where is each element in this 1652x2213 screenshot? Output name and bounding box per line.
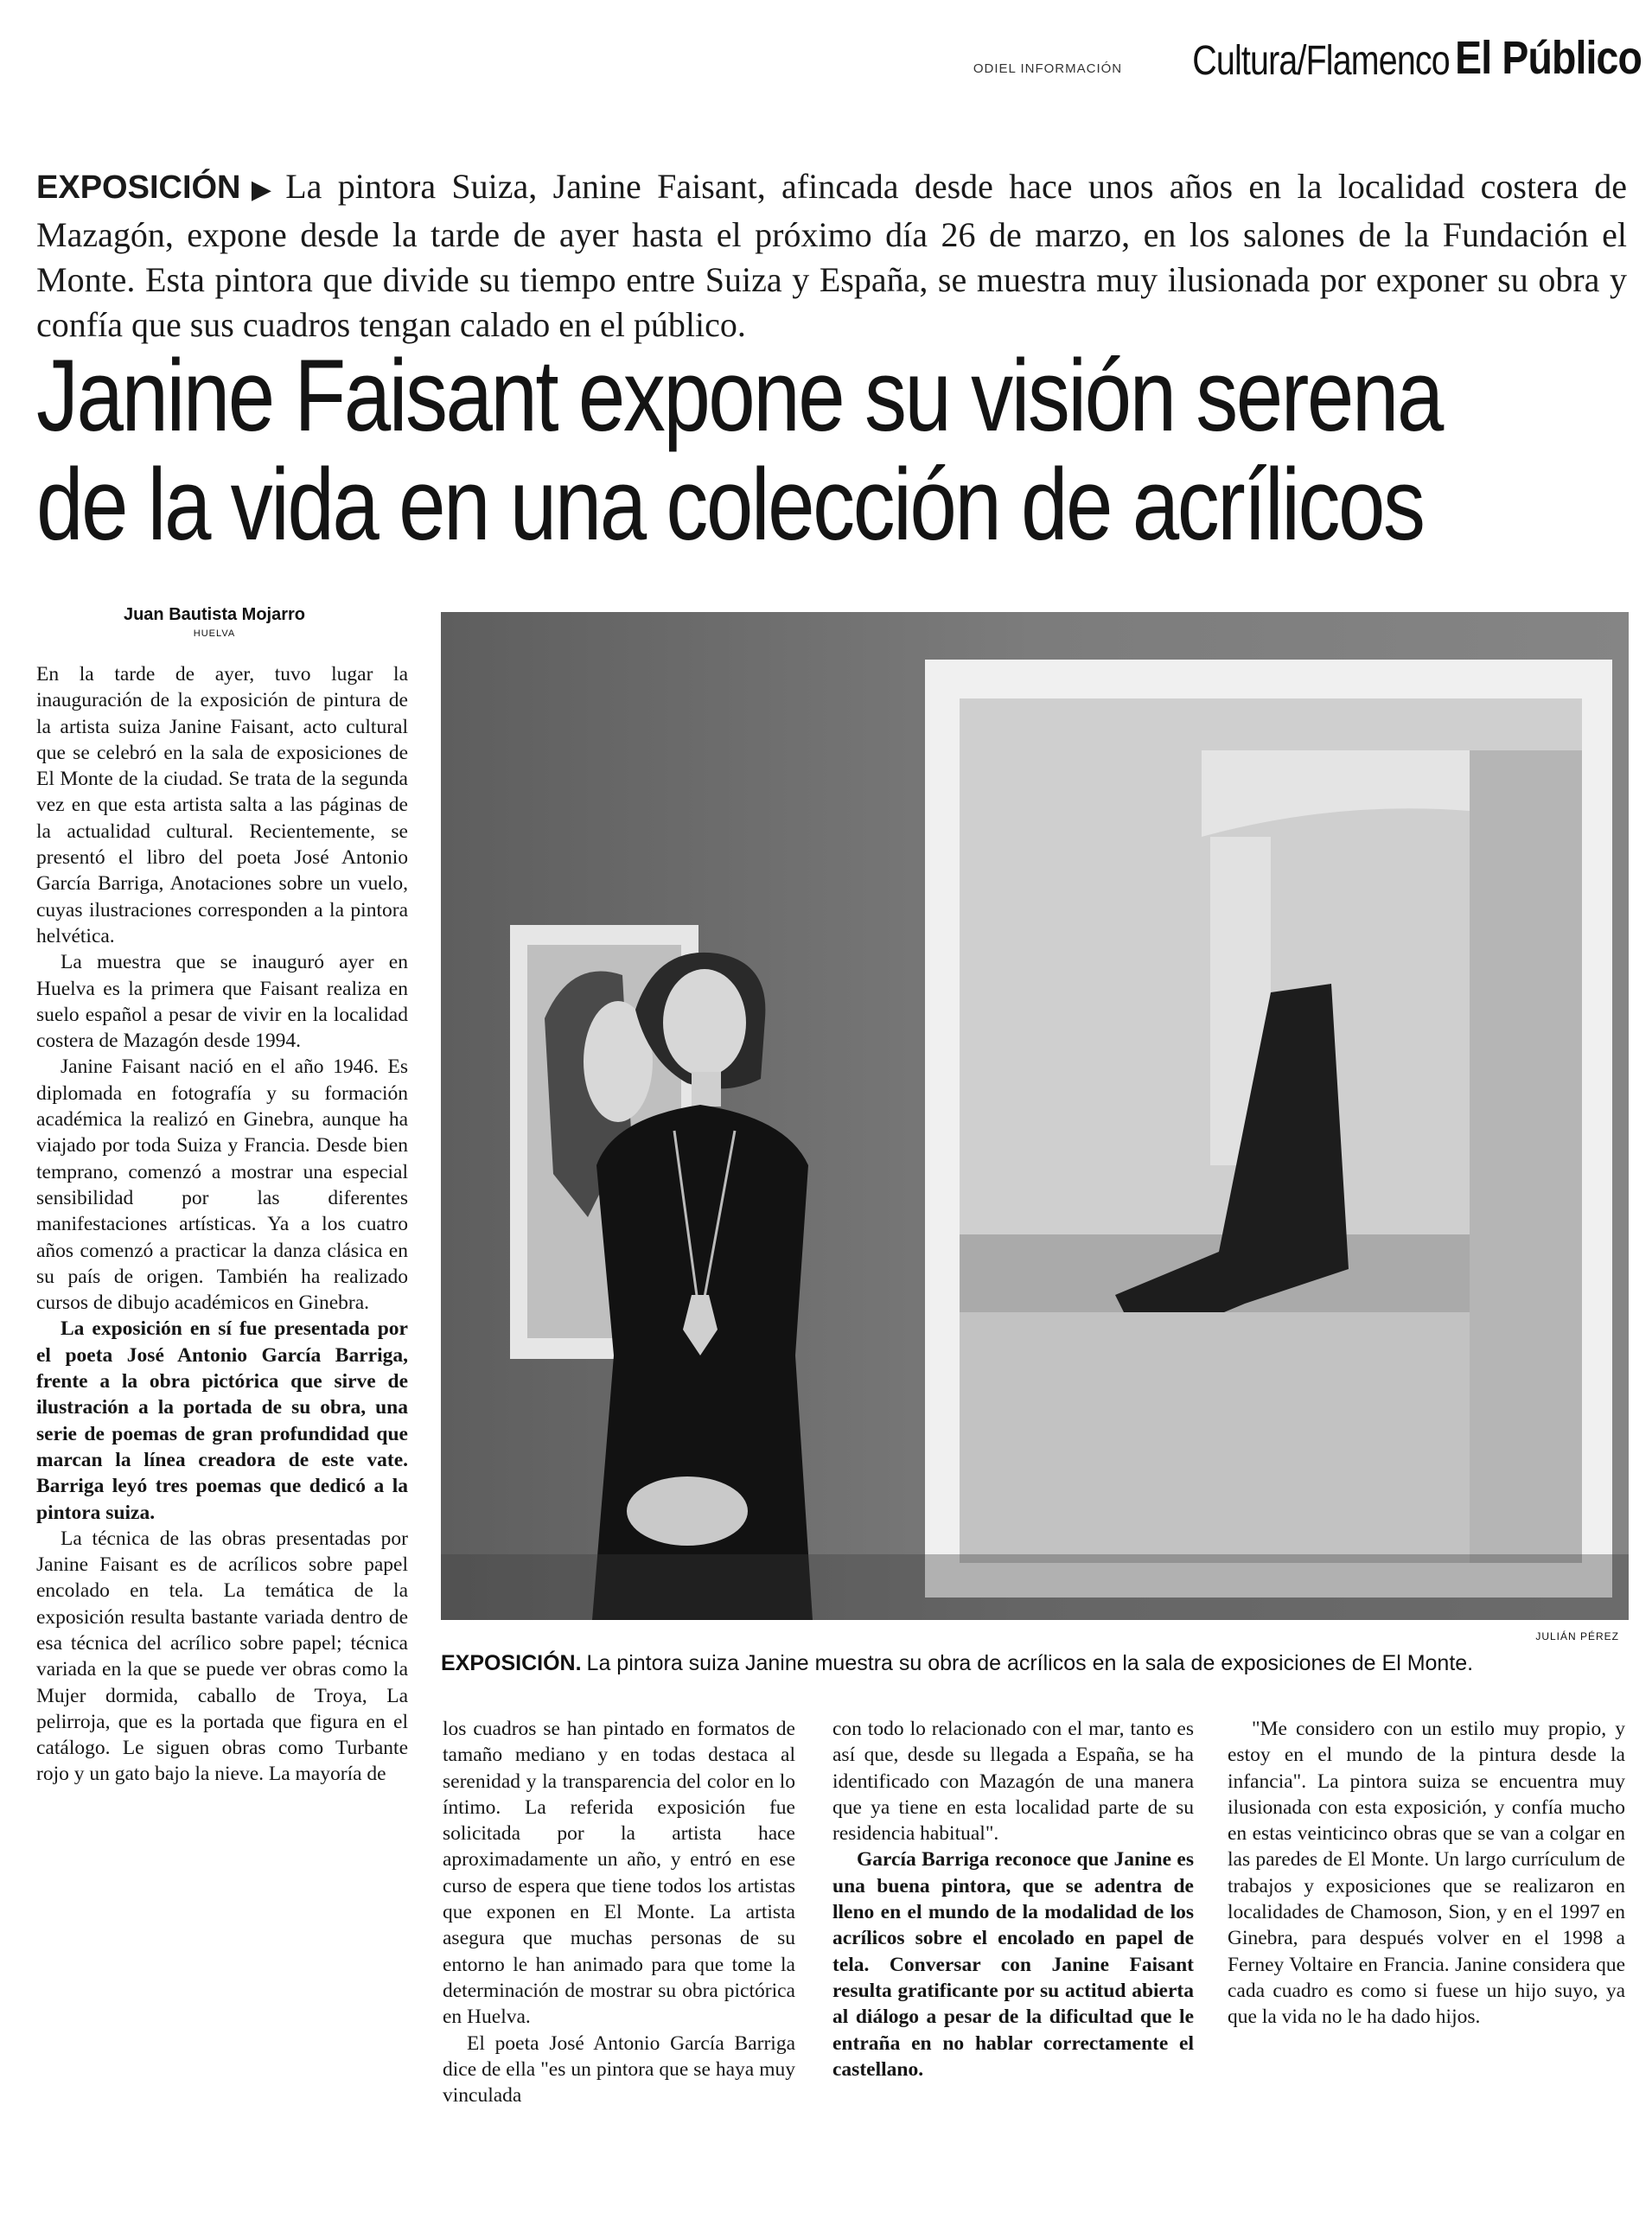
article-column-4: [1228, 1716, 1625, 2031]
article-column-2: [443, 1716, 795, 2108]
paragraph: Janine Faisant nació en el año 1946. Es diplomada en fotografía y su formación académica la realizó en Ginebra, aunque ha viajado por toda Suiza y Francia. Desde bien temprano, comenzó a mostrar una especial sensibilidad por las diferentes manifestaciones artísticas. Ya a los cuatro años comenzó a practicar la danza clásica en su país de origen. También ha realizado cursos de dibujo académicos en Ginebra.: [36, 1055, 408, 1315]
publication-name: El Público: [1455, 32, 1642, 84]
source-label: ODIEL INFORMACIÓN: [973, 61, 1123, 76]
paragraph: con todo lo relacionado con el mar, tanto es así que, desde su llegada a España, se ha identificado con Mazagón de una manera que ya tiene en esta localidad parte de su residencia habitual".: [832, 1718, 1194, 1846]
paragraph: "Me considero con un estilo muy propio, y estoy en el mundo de la pintura desde la infancia". La pintora suiza se encuentra muy ilusionada con esta exposición, y confía mucho en estas veinticinco obras que se van a colgar en las paredes de El Monte. Un largo currículum de trabajos y exposiciones que se realizaron en localidades de Chamoson, Sion, y en el 1997 en Ginebra, para después volver en el 1998 a Ferney Voltaire en Francia. Janine considera que cada cuadro es como si fuese un hijo suyo, ya que la vida no le ha dado hijos.: [1228, 1718, 1625, 2029]
photo-credit: JULIÁN PÉREZ: [1535, 1630, 1619, 1642]
headline-line-2: de la vida en una colección de acrílicos: [36, 448, 1424, 562]
paragraph: La técnica de las obras presentadas por Janine Faisant es de acrílicos sobre papel encolado en tela. La temática de la exposición resulta bastante variada dentro de esa técnica del acrílico sobre papel; técnica variada en la que se puede ver obras como la Mujer dormida, caballo de Troya, La pelirroja, que es la portada que figura en el catálogo. Le siguen obras como Turbante rojo y un gato bajo la nieve. La mayoría de: [36, 1527, 408, 1786]
paragraph: La muestra que se inauguró ayer en Huelva es la primera que Faisant realiza en suelo español a pesar de vivir en la localidad costera de Mazagón desde 1994.: [36, 951, 408, 1053]
headline-line-1: Janine Faisant expone su visión serena: [36, 339, 1442, 453]
triangle-right-icon: ▶: [244, 175, 279, 205]
lead-kicker: EXPOSICIÓN: [36, 169, 241, 206]
byline: [36, 605, 392, 639]
byline-author: Juan Bautista Mojarro: [123, 605, 306, 624]
lead-paragraph: [36, 164, 1627, 348]
photo-illustration: [441, 612, 1629, 1620]
article-photo: [441, 612, 1629, 1620]
article-column-1: [36, 661, 408, 1788]
byline-location: HUELVA: [193, 628, 236, 639]
page-header: [973, 24, 1642, 85]
paragraph: El poeta José Antonio García Barriga dice de ella "es un pintora que se haya muy vinculada: [443, 2031, 795, 2108]
large-painting: [925, 660, 1612, 1598]
caption-text: La pintora suiza Janine muestra su obra de acrílicos en la sala de exposiciones de El Monte.: [586, 1651, 1474, 1675]
caption-kicker: EXPOSICIÓN.: [441, 1651, 582, 1675]
section-label: Cultura/Flamenco: [1192, 38, 1450, 84]
article-column-3: [832, 1716, 1194, 2082]
photo-caption: [441, 1649, 1634, 1677]
lead-text: La pintora Suiza, Janine Faisant, afincada desde hace unos años en la localidad costera de Mazagón, expone desde la tarde de ayer hasta el próximo día 26 de marzo, en los salones de la Fundación el Monte. Esta pintora que divide su tiempo entre Suiza y España, se muestra muy ilusionada por exponer su obra y confía que sus cuadros tengan calado en el público.: [36, 167, 1627, 344]
paragraph: los cuadros se han pintado en formatos de tamaño mediano y en todas destaca al serenidad y la transparencia del color en lo íntimo. La referida exposición fue solicitada por la artista hace aproximadamente un año, y entró en ese curso de espera que tiene todos los artistas que exponen en El Monte. La artista asegura que muchas personas de su entorno le han animado para que tome la determinación de mostrar su obra pictórica en Huelva.: [443, 1718, 795, 2029]
paragraph: García Barriga reconoce que Janine es una buena pintora, que se adentra de lleno en el mundo de la modalidad de los acrílicos sobre el encolado en papel de tela. Conversar con Janine Faisant resulta gratificante por su actitud abierta al diálogo a pesar de la dificultad que le entraña en no hablar correctamente el castellano.: [832, 1848, 1194, 2081]
paragraph: En la tarde de ayer, tuvo lugar la inauguración de la exposición de pintura de la artista suiza Janine Faisant, acto cultural que se celebró en la sala de exposiciones de El Monte de la ciudad. Se trata de la segunda vez en que esta artista salta a las páginas de la actualidad cultural. Recientemente, se presentó el libro del poeta José Antonio García Barriga, Anotaciones sobre un vuelo, cuyas ilustraciones corresponden a la pintora helvética.: [36, 663, 408, 947]
headline: [36, 339, 1643, 562]
paragraph: La exposición en sí fue presentada por el poeta José Antonio García Barriga, frente a la obra pictórica que sirve de ilustración a la portada de su obra, una serie de poemas de gran profundidad que marcan la línea creadora de este vate. Barriga leyó tres poemas que dedicó a la pintora suiza.: [36, 1317, 408, 1524]
